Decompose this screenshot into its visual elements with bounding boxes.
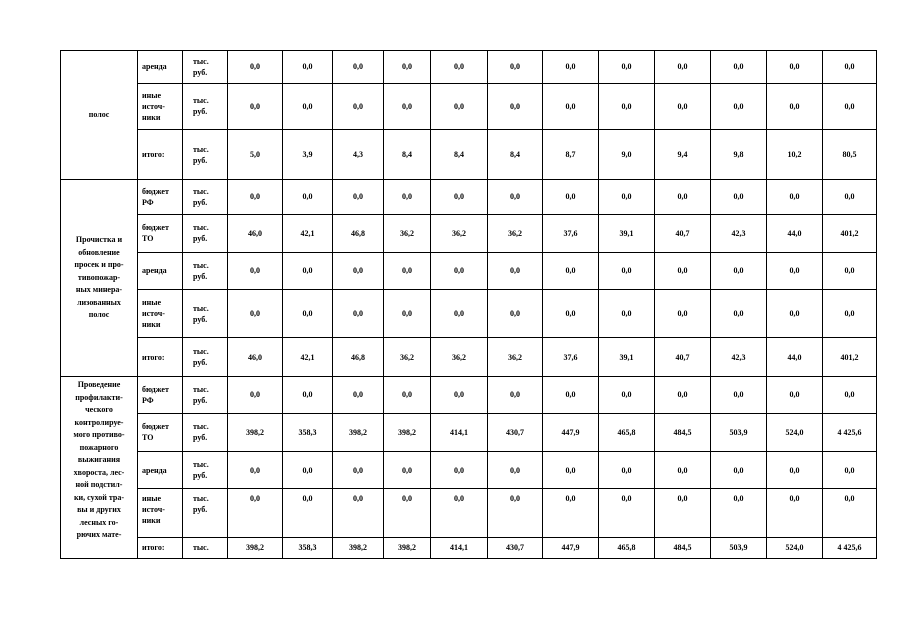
year-value-cell: 0,0 <box>655 488 711 537</box>
year-value-cell: 503,9 <box>711 537 767 558</box>
year-value-cell: 0,0 <box>767 488 823 537</box>
total-value-cell: 0,0 <box>823 253 877 290</box>
total-value-cell: 0,0 <box>823 377 877 414</box>
year-value-cell: 0,0 <box>767 51 823 84</box>
year-value-cell: 42,3 <box>711 214 767 253</box>
year-value-cell: 465,8 <box>599 413 655 452</box>
year-value-cell: 8,4 <box>431 130 488 180</box>
year-value-cell: 0,0 <box>283 289 333 338</box>
year-value-cell: 0,0 <box>431 253 488 290</box>
total-value-cell: 4 425,6 <box>823 413 877 452</box>
year-value-cell: 0,0 <box>711 51 767 84</box>
year-value-cell: 358,3 <box>283 413 333 452</box>
unit-cell: тыс. руб. <box>183 413 228 452</box>
unit-cell: тыс. руб. <box>183 83 228 130</box>
total-value-cell: 401,2 <box>823 338 877 377</box>
year-value-cell: 9,0 <box>599 130 655 180</box>
year-value-cell: 0,0 <box>283 180 333 215</box>
year-value-cell: 0,0 <box>599 253 655 290</box>
year-value-cell: 0,0 <box>283 452 333 489</box>
year-value-cell: 40,7 <box>655 338 711 377</box>
year-value-cell: 0,0 <box>384 377 431 414</box>
year-value-cell: 398,2 <box>333 413 384 452</box>
total-value-cell: 80,5 <box>823 130 877 180</box>
year-value-cell: 0,0 <box>711 289 767 338</box>
year-value-cell: 0,0 <box>333 488 384 537</box>
year-value-cell: 0,0 <box>228 180 283 215</box>
table-row <box>61 537 877 558</box>
total-value-cell: 0,0 <box>823 452 877 489</box>
year-value-cell: 0,0 <box>488 180 543 215</box>
year-value-cell: 0,0 <box>228 377 283 414</box>
year-value-cell: 36,2 <box>488 214 543 253</box>
year-value-cell: 36,2 <box>431 338 488 377</box>
year-value-cell: 10,2 <box>767 130 823 180</box>
year-value-cell: 8,4 <box>488 130 543 180</box>
year-value-cell: 36,2 <box>431 214 488 253</box>
table-row <box>61 289 877 338</box>
year-value-cell: 42,1 <box>283 214 333 253</box>
unit-cell: тыс. руб. <box>183 51 228 84</box>
year-value-cell: 37,6 <box>543 338 599 377</box>
unit-cell: тыс. руб. <box>183 488 228 537</box>
year-value-cell: 0,0 <box>228 83 283 130</box>
year-value-cell: 0,0 <box>431 488 488 537</box>
funding-source-cell: аренда <box>138 51 183 84</box>
year-value-cell: 0,0 <box>488 51 543 84</box>
year-value-cell: 414,1 <box>431 413 488 452</box>
year-value-cell: 39,1 <box>599 214 655 253</box>
year-value-cell: 414,1 <box>431 537 488 558</box>
unit-cell: тыс. руб. <box>183 180 228 215</box>
year-value-cell: 3,9 <box>283 130 333 180</box>
year-value-cell: 44,0 <box>767 214 823 253</box>
table-body <box>61 51 877 559</box>
year-value-cell: 0,0 <box>655 51 711 84</box>
year-value-cell: 0,0 <box>543 452 599 489</box>
year-value-cell: 0,0 <box>655 180 711 215</box>
year-value-cell: 0,0 <box>655 289 711 338</box>
year-value-cell: 0,0 <box>384 488 431 537</box>
year-value-cell: 9,8 <box>711 130 767 180</box>
year-value-cell: 0,0 <box>599 289 655 338</box>
table-row <box>61 51 877 84</box>
year-value-cell: 0,0 <box>283 253 333 290</box>
year-value-cell: 0,0 <box>599 180 655 215</box>
year-value-cell: 0,0 <box>488 452 543 489</box>
year-value-cell: 447,9 <box>543 537 599 558</box>
table-row <box>61 338 877 377</box>
year-value-cell: 0,0 <box>384 452 431 489</box>
year-value-cell: 0,0 <box>333 83 384 130</box>
table-row <box>61 130 877 180</box>
year-value-cell: 0,0 <box>488 377 543 414</box>
year-value-cell: 0,0 <box>655 253 711 290</box>
year-value-cell: 0,0 <box>228 452 283 489</box>
year-value-cell: 40,7 <box>655 214 711 253</box>
funding-source-cell: итого: <box>138 338 183 377</box>
year-value-cell: 46,8 <box>333 214 384 253</box>
funding-source-cell: бюджет РФ <box>138 377 183 414</box>
year-value-cell: 0,0 <box>711 452 767 489</box>
year-value-cell: 0,0 <box>599 377 655 414</box>
funding-source-cell: аренда <box>138 452 183 489</box>
table-row <box>61 253 877 290</box>
year-value-cell: 0,0 <box>431 51 488 84</box>
year-value-cell: 9,4 <box>655 130 711 180</box>
unit-cell: тыс. руб. <box>183 338 228 377</box>
table-row <box>61 413 877 452</box>
year-value-cell: 0,0 <box>431 452 488 489</box>
year-value-cell: 0,0 <box>711 377 767 414</box>
year-value-cell: 0,0 <box>543 377 599 414</box>
year-value-cell: 37,6 <box>543 214 599 253</box>
year-value-cell: 0,0 <box>711 83 767 130</box>
activity-name-cell: полос <box>61 51 138 180</box>
unit-cell: тыс. руб. <box>183 289 228 338</box>
year-value-cell: 398,2 <box>384 537 431 558</box>
year-value-cell: 5,0 <box>228 130 283 180</box>
year-value-cell: 0,0 <box>655 377 711 414</box>
total-value-cell: 0,0 <box>823 289 877 338</box>
unit-cell: тыс. руб. <box>183 377 228 414</box>
year-value-cell: 0,0 <box>283 377 333 414</box>
year-value-cell: 0,0 <box>384 51 431 84</box>
year-value-cell: 0,0 <box>384 83 431 130</box>
activity-name-cell: Прочистка и обновление просек и про- тивопожар- ных минера- лизованных полос <box>61 180 138 377</box>
year-value-cell: 36,2 <box>384 214 431 253</box>
year-value-cell: 0,0 <box>655 83 711 130</box>
year-value-cell: 0,0 <box>384 180 431 215</box>
year-value-cell: 0,0 <box>333 377 384 414</box>
year-value-cell: 0,0 <box>228 51 283 84</box>
funding-source-cell: итого: <box>138 537 183 558</box>
year-value-cell: 0,0 <box>543 180 599 215</box>
year-value-cell: 0,0 <box>228 289 283 338</box>
year-value-cell: 36,2 <box>488 338 543 377</box>
funding-source-cell: иные источ- ники <box>138 83 183 130</box>
year-value-cell: 0,0 <box>333 452 384 489</box>
year-value-cell: 484,5 <box>655 413 711 452</box>
total-value-cell: 4 425,6 <box>823 537 877 558</box>
year-value-cell: 0,0 <box>543 488 599 537</box>
year-value-cell: 398,2 <box>384 413 431 452</box>
year-value-cell: 0,0 <box>767 377 823 414</box>
year-value-cell: 0,0 <box>767 289 823 338</box>
year-value-cell: 0,0 <box>333 289 384 338</box>
total-value-cell: 0,0 <box>823 51 877 84</box>
year-value-cell: 0,0 <box>599 452 655 489</box>
year-value-cell: 0,0 <box>543 253 599 290</box>
year-value-cell: 0,0 <box>283 488 333 537</box>
year-value-cell: 46,0 <box>228 338 283 377</box>
year-value-cell: 484,5 <box>655 537 711 558</box>
funding-source-cell: итого: <box>138 130 183 180</box>
year-value-cell: 503,9 <box>711 413 767 452</box>
table-right-edge <box>876 50 880 559</box>
unit-cell: тыс. <box>183 537 228 558</box>
year-value-cell: 0,0 <box>384 289 431 338</box>
year-value-cell: 0,0 <box>767 83 823 130</box>
year-value-cell: 0,0 <box>488 253 543 290</box>
year-value-cell: 398,2 <box>228 413 283 452</box>
total-value-cell: 0,0 <box>823 83 877 130</box>
funding-source-cell: иные источ- ники <box>138 289 183 338</box>
table-row <box>61 180 877 215</box>
year-value-cell: 0,0 <box>655 452 711 489</box>
year-value-cell: 0,0 <box>431 289 488 338</box>
year-value-cell: 0,0 <box>599 51 655 84</box>
year-value-cell: 0,0 <box>599 488 655 537</box>
year-value-cell: 8,4 <box>384 130 431 180</box>
budget-table <box>60 50 877 559</box>
year-value-cell: 447,9 <box>543 413 599 452</box>
year-value-cell: 465,8 <box>599 537 655 558</box>
unit-cell: тыс. руб. <box>183 452 228 489</box>
total-value-cell: 0,0 <box>823 488 877 537</box>
year-value-cell: 0,0 <box>431 180 488 215</box>
table-row <box>61 377 877 414</box>
year-value-cell: 0,0 <box>543 289 599 338</box>
year-value-cell: 0,0 <box>431 377 488 414</box>
year-value-cell: 524,0 <box>767 537 823 558</box>
year-value-cell: 398,2 <box>333 537 384 558</box>
year-value-cell: 430,7 <box>488 537 543 558</box>
year-value-cell: 42,3 <box>711 338 767 377</box>
unit-cell: тыс. руб. <box>183 130 228 180</box>
year-value-cell: 0,0 <box>767 253 823 290</box>
table-row <box>61 214 877 253</box>
year-value-cell: 42,1 <box>283 338 333 377</box>
year-value-cell: 0,0 <box>543 83 599 130</box>
year-value-cell: 430,7 <box>488 413 543 452</box>
year-value-cell: 0,0 <box>283 83 333 130</box>
funding-source-cell: бюджет ТО <box>138 413 183 452</box>
table-row <box>61 452 877 489</box>
year-value-cell: 46,8 <box>333 338 384 377</box>
year-value-cell: 46,0 <box>228 214 283 253</box>
year-value-cell: 8,7 <box>543 130 599 180</box>
year-value-cell: 0,0 <box>333 180 384 215</box>
table-row <box>61 488 877 537</box>
year-value-cell: 0,0 <box>488 83 543 130</box>
year-value-cell: 0,0 <box>711 488 767 537</box>
year-value-cell: 36,2 <box>384 338 431 377</box>
total-value-cell: 401,2 <box>823 214 877 253</box>
funding-source-cell: иные источ- ники <box>138 488 183 537</box>
year-value-cell: 524,0 <box>767 413 823 452</box>
year-value-cell: 0,0 <box>384 253 431 290</box>
year-value-cell: 398,2 <box>228 537 283 558</box>
year-value-cell: 0,0 <box>488 488 543 537</box>
year-value-cell: 0,0 <box>228 488 283 537</box>
funding-source-cell: аренда <box>138 253 183 290</box>
year-value-cell: 0,0 <box>488 289 543 338</box>
year-value-cell: 0,0 <box>228 253 283 290</box>
activity-name-cell: Проведение профилакти- ческого контролируе- мого противо- пожарного выжигания хвороста, лес- ной подстил- ки, сухой тра- вы и других лесных го- рючих мате- <box>61 377 138 559</box>
year-value-cell: 0,0 <box>599 83 655 130</box>
year-value-cell: 0,0 <box>767 180 823 215</box>
table-row <box>61 83 877 130</box>
year-value-cell: 0,0 <box>543 51 599 84</box>
year-value-cell: 0,0 <box>711 180 767 215</box>
year-value-cell: 358,3 <box>283 537 333 558</box>
year-value-cell: 0,0 <box>711 253 767 290</box>
year-value-cell: 0,0 <box>431 83 488 130</box>
total-value-cell: 0,0 <box>823 180 877 215</box>
unit-cell: тыс. руб. <box>183 253 228 290</box>
year-value-cell: 0,0 <box>333 253 384 290</box>
year-value-cell: 0,0 <box>283 51 333 84</box>
funding-source-cell: бюджет ТО <box>138 214 183 253</box>
year-value-cell: 39,1 <box>599 338 655 377</box>
year-value-cell: 0,0 <box>767 452 823 489</box>
year-value-cell: 4,3 <box>333 130 384 180</box>
year-value-cell: 44,0 <box>767 338 823 377</box>
year-value-cell: 0,0 <box>333 51 384 84</box>
funding-source-cell: бюджет РФ <box>138 180 183 215</box>
unit-cell: тыс. руб. <box>183 214 228 253</box>
